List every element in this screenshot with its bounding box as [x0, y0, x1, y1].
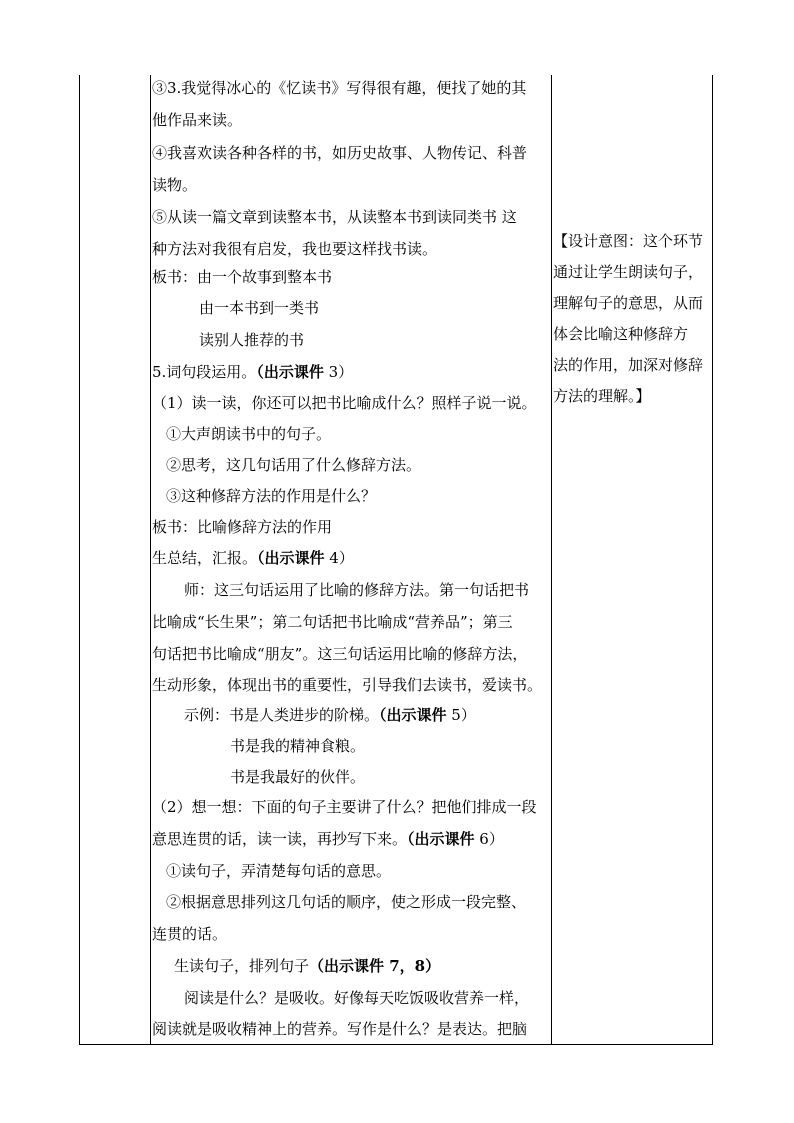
design-intent-line: 通过让学生朗读句子， — [553, 263, 704, 281]
table-border-left — [79, 75, 80, 1045]
text-line: 生读句子，排列句子（出示课件 7，8） — [174, 957, 441, 975]
text-line: 他作品来读。 — [152, 111, 243, 129]
text-line: 师：这三句话运用了比喻的修辞方法。第一句话把书 — [184, 581, 530, 599]
text-line: （1）读一读，你还可以把书比喻成什么？照样子说一说。 — [152, 394, 537, 412]
table-border-right — [712, 75, 713, 1045]
design-intent-line: 方法的理解。】 — [553, 387, 651, 405]
table-border-bottom — [79, 1044, 713, 1045]
design-intent-line: 体会比喻这种修辞方 — [553, 325, 689, 343]
example-line: 书是我最好的伙伴。 — [230, 768, 366, 786]
blackboard-item: 读别人推荐的书 — [199, 331, 305, 349]
text-line: 生总结，汇报。（出示课件 4） — [152, 549, 354, 567]
example-line: 示例：书是人类进步的阶梯。（出示课件 5） — [184, 706, 476, 724]
text-line: ②根据意思排列这几句话的顺序，使之形成一段完整、 — [166, 893, 527, 911]
blackboard-item: 由一本书到一类书 — [199, 299, 320, 317]
text-line: 句话把书比喻成“朋友”。这三句话运用比喻的修辞方法， — [152, 645, 528, 663]
text-line: ③这种修辞方法的作用是什么？ — [166, 487, 377, 505]
blackboard-heading: 板书：比喻修辞方法的作用 — [152, 518, 333, 536]
text-line: ⑤从读一篇文章到读整本书，从读整本书到读同类书 这 — [152, 208, 517, 226]
text-line: （2）想一想：下面的句子主要讲了什么？把他们排成一段 — [152, 798, 537, 816]
design-intent-line: 法的作用，加深对修辞 — [553, 356, 704, 374]
section-heading: 5.词句段运用。（出示课件 3） — [152, 363, 354, 381]
text-line: 连贯的话。 — [152, 925, 228, 943]
design-intent-line: 【设计意图：这个环节 — [553, 232, 704, 250]
text-line: 读物。 — [152, 176, 198, 194]
blackboard-heading: 板书：由一个故事到整本书 — [152, 268, 333, 286]
text-line: 种方法对我很有启发，我也要这样找书读。 — [152, 240, 438, 258]
text-line: 比喻成“长生果”；第二句话把书比喻成“营养品”；第三 — [152, 613, 513, 631]
text-line: ①读句子，弄清楚每句话的意思。 — [166, 862, 392, 880]
text-line: ③3.我觉得冰心的《忆读书》写得很有趣，便找了她的其 — [152, 79, 527, 97]
text-line: 阅读是什么？是吸收。好像每天吃饭吸收营养一样， — [184, 989, 530, 1007]
text-line: ②思考，这几句话用了什么修辞方法。 — [166, 456, 422, 474]
text-line: 意思连贯的话，读一读，再抄写下来。（出示课件 6） — [152, 830, 504, 848]
text-line: ①大声朗读书中的句子。 — [166, 425, 332, 443]
table-border-col1 — [150, 75, 151, 1045]
text-line: ④我喜欢读各种各样的书，如历史故事、人物传记、科普 — [152, 144, 528, 162]
example-line: 书是我的精神食粮。 — [230, 737, 366, 755]
design-intent-line: 理解句子的意思，从而 — [553, 294, 704, 312]
text-line: 阅读就是吸收精神上的营养。写作是什么？是表达。把脑 — [152, 1020, 528, 1038]
text-line: 生动形象，体现出书的重要性，引导我们去读书，爱读书。 — [152, 676, 543, 694]
table-border-col2 — [551, 75, 552, 1045]
